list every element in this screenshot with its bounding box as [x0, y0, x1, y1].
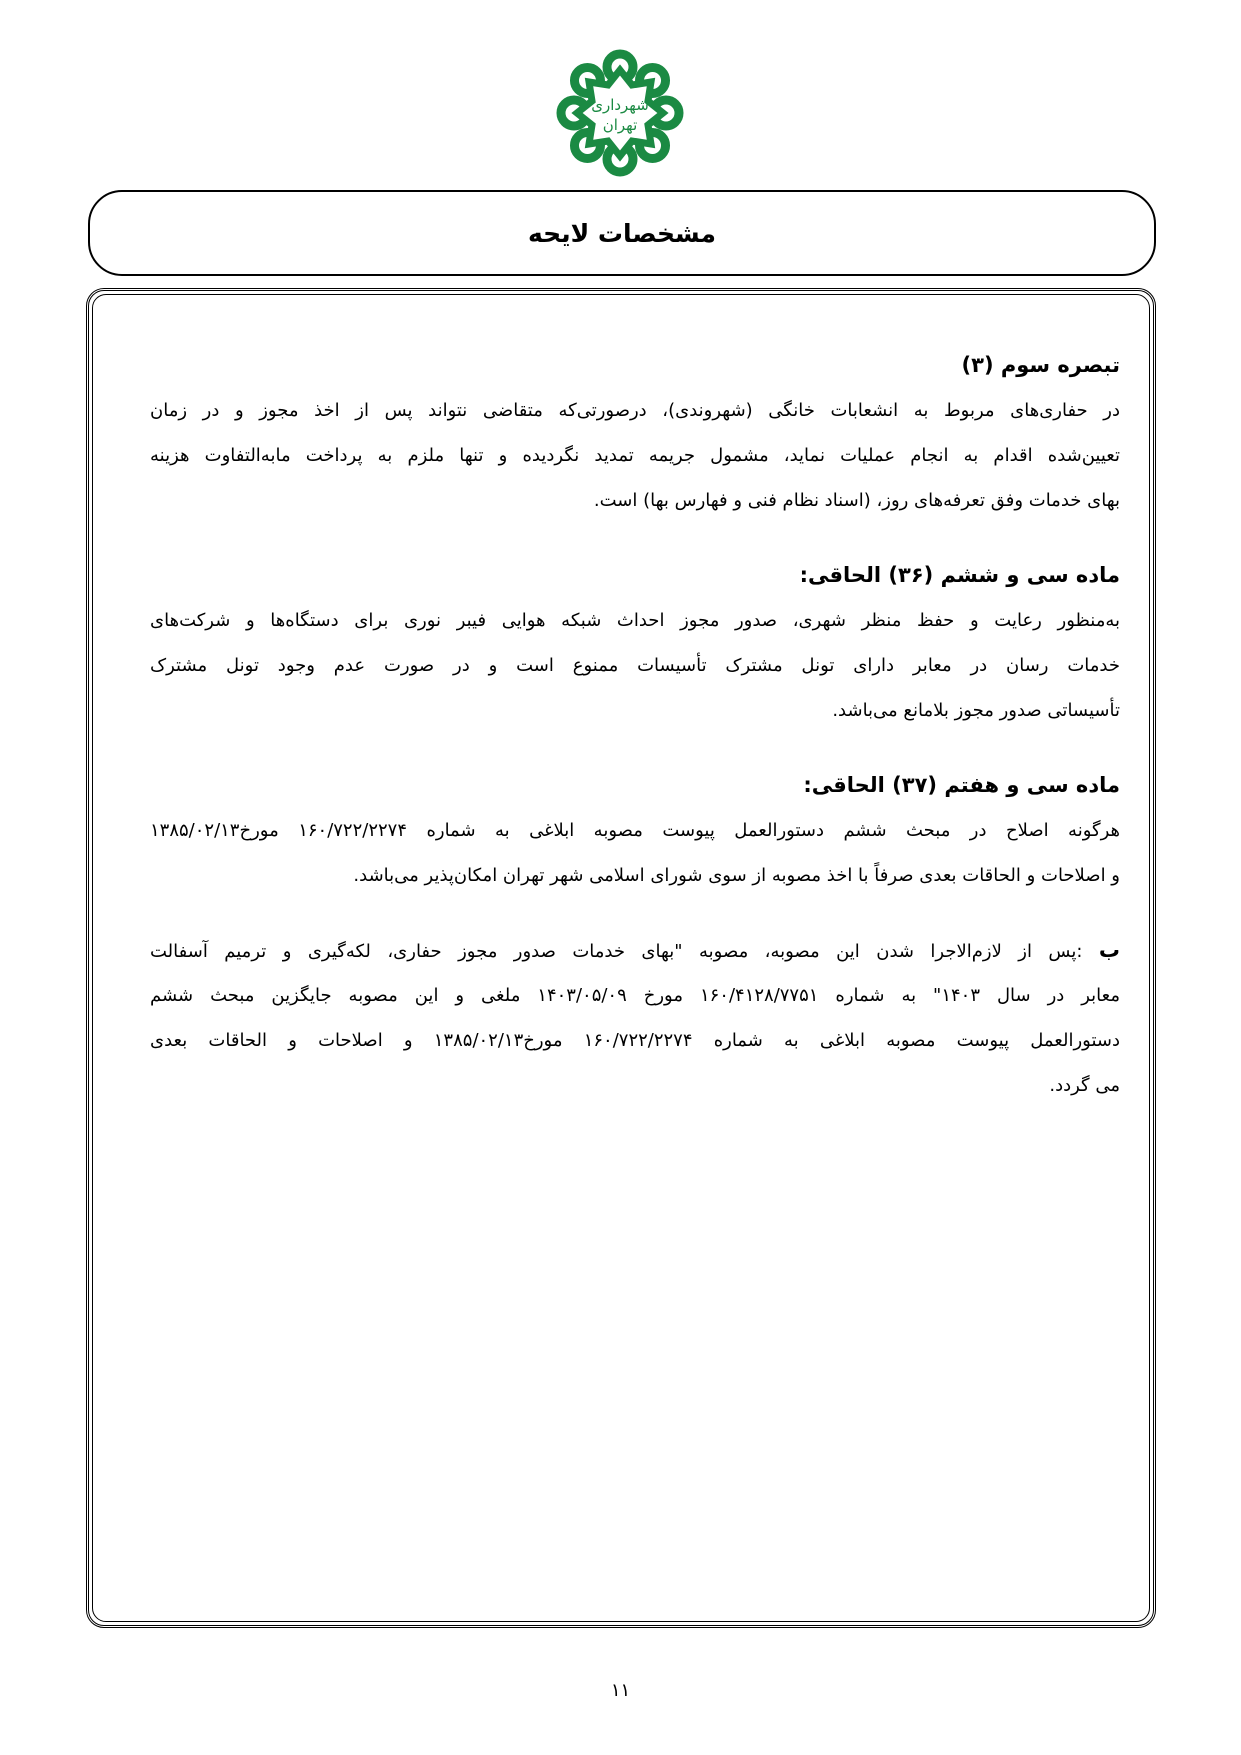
- text-line: هرگونه اصلاح در مبحث ششم دستورالعمل پیوست مصوبه ابلاغی به شماره ۱۶۰/۷۲۲/۲۲۷۴ مورخ۱۳۸۵/۰۲/۱۳: [150, 820, 1120, 841]
- text-line: دستورالعمل پیوست مصوبه ابلاغی به شماره ۱۶۰/۷۲۲/۲۲۷۴ مورخ۱۳۸۵/۰۲/۱۳ و اصلاحات و الحاقات بعدی: [150, 1030, 1120, 1051]
- title-box: [88, 190, 1156, 276]
- text-line: [150, 928, 1120, 973]
- text-line: در حفاری‌های مربوط به انشعابات خانگی (شهروندی)، درصورتی‌که متقاضی نتواند پس از اخذ مجوز و در زمان: [150, 400, 1120, 421]
- tehran-municipality-logo: [555, 48, 685, 178]
- page-number: ۱۱: [610, 1680, 631, 1701]
- section-article-36: [150, 553, 1120, 733]
- text-line: تعیین‌شده اقدام به انجام عملیات نماید، مشمول جریمه تمدید نگردیده و تنها ملزم به پرداخت مابه‌التفاوت هزینه: [150, 445, 1120, 466]
- section-heading: تبصره سوم (۳): [961, 353, 1120, 377]
- text-line: به‌منظور رعایت و حفظ منظر شهری، صدور مجوز احداث شبکه هوایی فیبر نوری برای دستگاه‌ها و شرکت‌های: [150, 610, 1120, 631]
- document-body: [150, 343, 1120, 1108]
- text-line: بهای خدمات وفق تعرفه‌های روز، (اسناد نظام فنی و فهارس بها) است.: [593, 490, 1120, 511]
- text-line: معابر در سال ۱۴۰۳" به شماره ۱۶۰/۴۱۲۸/۷۷۵۱ مورخ ۱۴۰۳/۰۵/۰۹ ملغی و این مصوبه جایگزین مبحث ششم: [150, 985, 1120, 1006]
- text-line: خدمات رسان در معابر دارای تونل مشترک تأسیسات ممنوع است و در صورت عدم وجود تونل مشترک: [150, 655, 1120, 676]
- page-title: مشخصات لایحه: [528, 218, 716, 248]
- section-note-3: [150, 343, 1120, 523]
- section-heading: ماده سی و هفتم (۳۷) الحاقی:: [803, 773, 1120, 797]
- section-article-37: [150, 763, 1120, 898]
- text-line: می گردد.: [1049, 1075, 1120, 1096]
- svg-text:شهرداری: شهرداری: [591, 96, 649, 114]
- svg-text:تهران: تهران: [602, 116, 638, 134]
- text-line: تأسیساتی صدور مجوز بلامانع می‌باشد.: [832, 700, 1120, 721]
- paragraph-label: ب: [1098, 938, 1120, 962]
- section-heading: ماده سی و ششم (۳۶) الحاقی:: [799, 563, 1120, 587]
- paragraph-b: [150, 928, 1120, 1108]
- text-line: و اصلاحات و الحاقات بعدی صرفاً با اخذ مصوبه از سوی شورای اسلامی شهر تهران امکان‌پذیر می‌باشد.: [353, 865, 1120, 886]
- text-line-content: :پس از لازم‌الاجرا شدن این مصوبه، مصوبه "بهای خدمات صدور مجوز حفاری، لکه‌گیری و ترمیم آسفالت: [150, 941, 1083, 962]
